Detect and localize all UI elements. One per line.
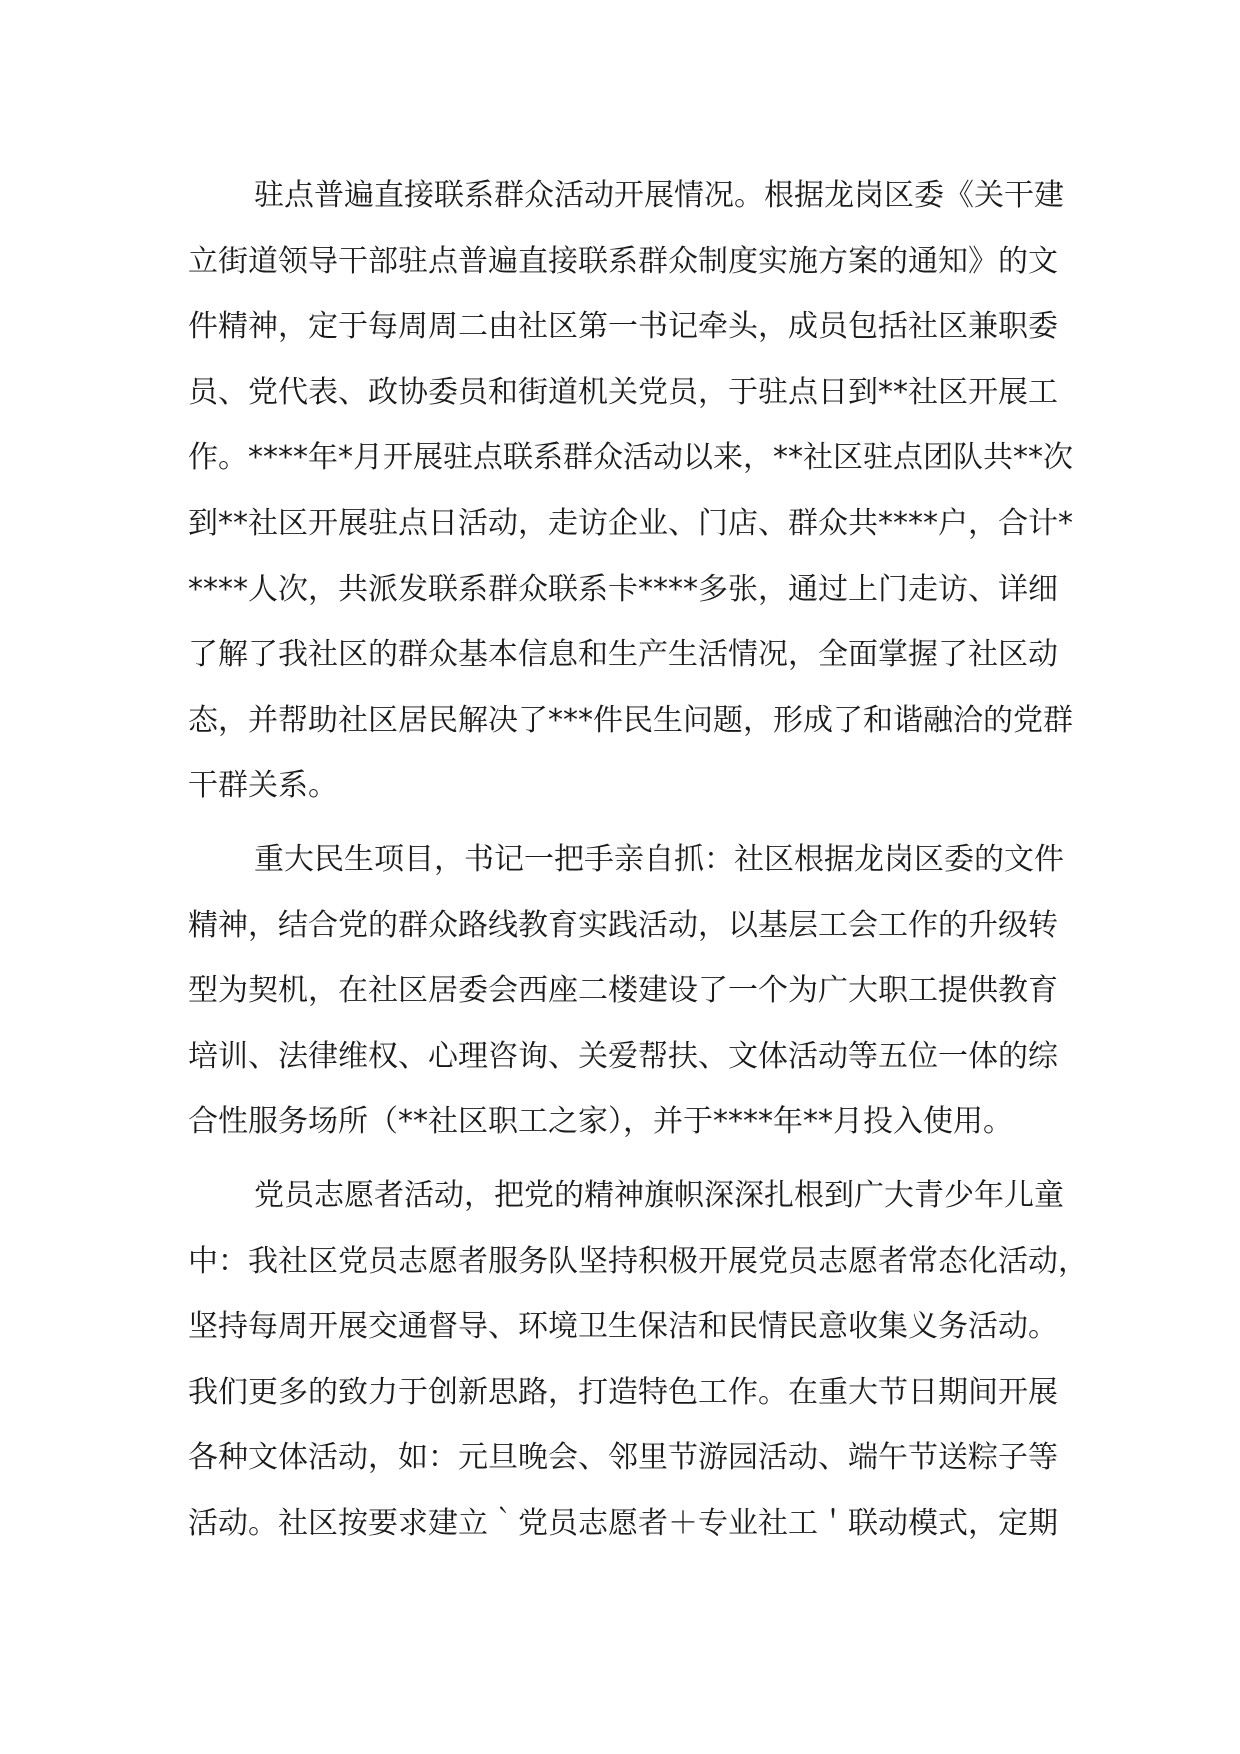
paragraph-line: 精神，结合党的群众路线教育实践活动，以基层工会工作的升级转: [188, 907, 1058, 943]
paragraph-resident-liaison: [188, 163, 1073, 819]
paragraph-line: 作。****年*月开展驻点联系群众活动以来，**社区驻点团队共**次: [188, 440, 1073, 476]
paragraph-line: 了解了我社区的群众基本信息和生产生活情况，全面掌握了社区动: [188, 637, 1058, 673]
paragraph-line: 我们更多的致力于创新思路，打造特色工作。在重大节日期间开展: [188, 1374, 1058, 1410]
document-body: [188, 163, 1088, 1556]
paragraph-volunteer-activities: [188, 1163, 1088, 1557]
paragraph-line: 态，并帮助社区居民解决了***件民生问题，形成了和谐融洽的党群: [188, 702, 1073, 738]
paragraph-line: 干群关系。: [188, 768, 338, 804]
paragraph-line: 型为契机，在社区居委会西座二楼建设了一个为广大职工提供教育: [188, 973, 1058, 1009]
paragraph-line: 培训、法律维权、心理咨询、关爱帮扶、文体活动等五位一体的综: [188, 1038, 1058, 1074]
paragraph-spacer: [188, 1155, 1058, 1163]
paragraph-line: 到**社区开展驻点日活动，走访企业、门店、群众共****户，合计*: [188, 505, 1073, 541]
paragraph-line: 活动。社区按要求建立｀党员志愿者＋专业社工＇联动模式，定期: [188, 1505, 1058, 1541]
paragraph-line: 坚持每周开展交通督导、环境卫生保洁和民情民意收集义务活动。: [188, 1309, 1058, 1345]
paragraph-line: 党员志愿者活动，把党的精神旗帜深深扎根到广大青少年儿童: [254, 1177, 1064, 1213]
paragraph-livelihood-project: [188, 827, 1064, 1155]
paragraph-line: 驻点普遍直接联系群众活动开展情况。根据龙岗区委《关干建: [254, 178, 1064, 213]
paragraph-spacer: [188, 819, 1058, 827]
paragraph-line: 件精神，定于每周周二由社区第一书记牵头，成员包括社区兼职委: [188, 309, 1058, 345]
paragraph-line: ****人次，共派发联系群众联系卡****多张，通过上门走访、详细: [188, 571, 1058, 607]
paragraph-line: 重大民生项目，书记一把手亲自抓：社区根据龙岗区委的文件: [254, 841, 1064, 877]
paragraph-line: 立街道领导干部驻点普遍直接联系群众制度实施方案的通知》的文: [188, 243, 1058, 279]
paragraph-line: 中：我社区党员志愿者服务队坚持积极开展党员志愿者常态化活动，: [188, 1243, 1088, 1279]
paragraph-line: 员、党代表、政协委员和街道机关党员，于驻点日到**社区开展工: [188, 374, 1058, 410]
paragraph-line: 合性服务场所（**社区职工之家），并于****年**月投入使用。: [188, 1104, 1013, 1140]
paragraph-line: 各种文体活动，如：元旦晚会、邻里节游园活动、端午节送粽子等: [188, 1440, 1058, 1476]
